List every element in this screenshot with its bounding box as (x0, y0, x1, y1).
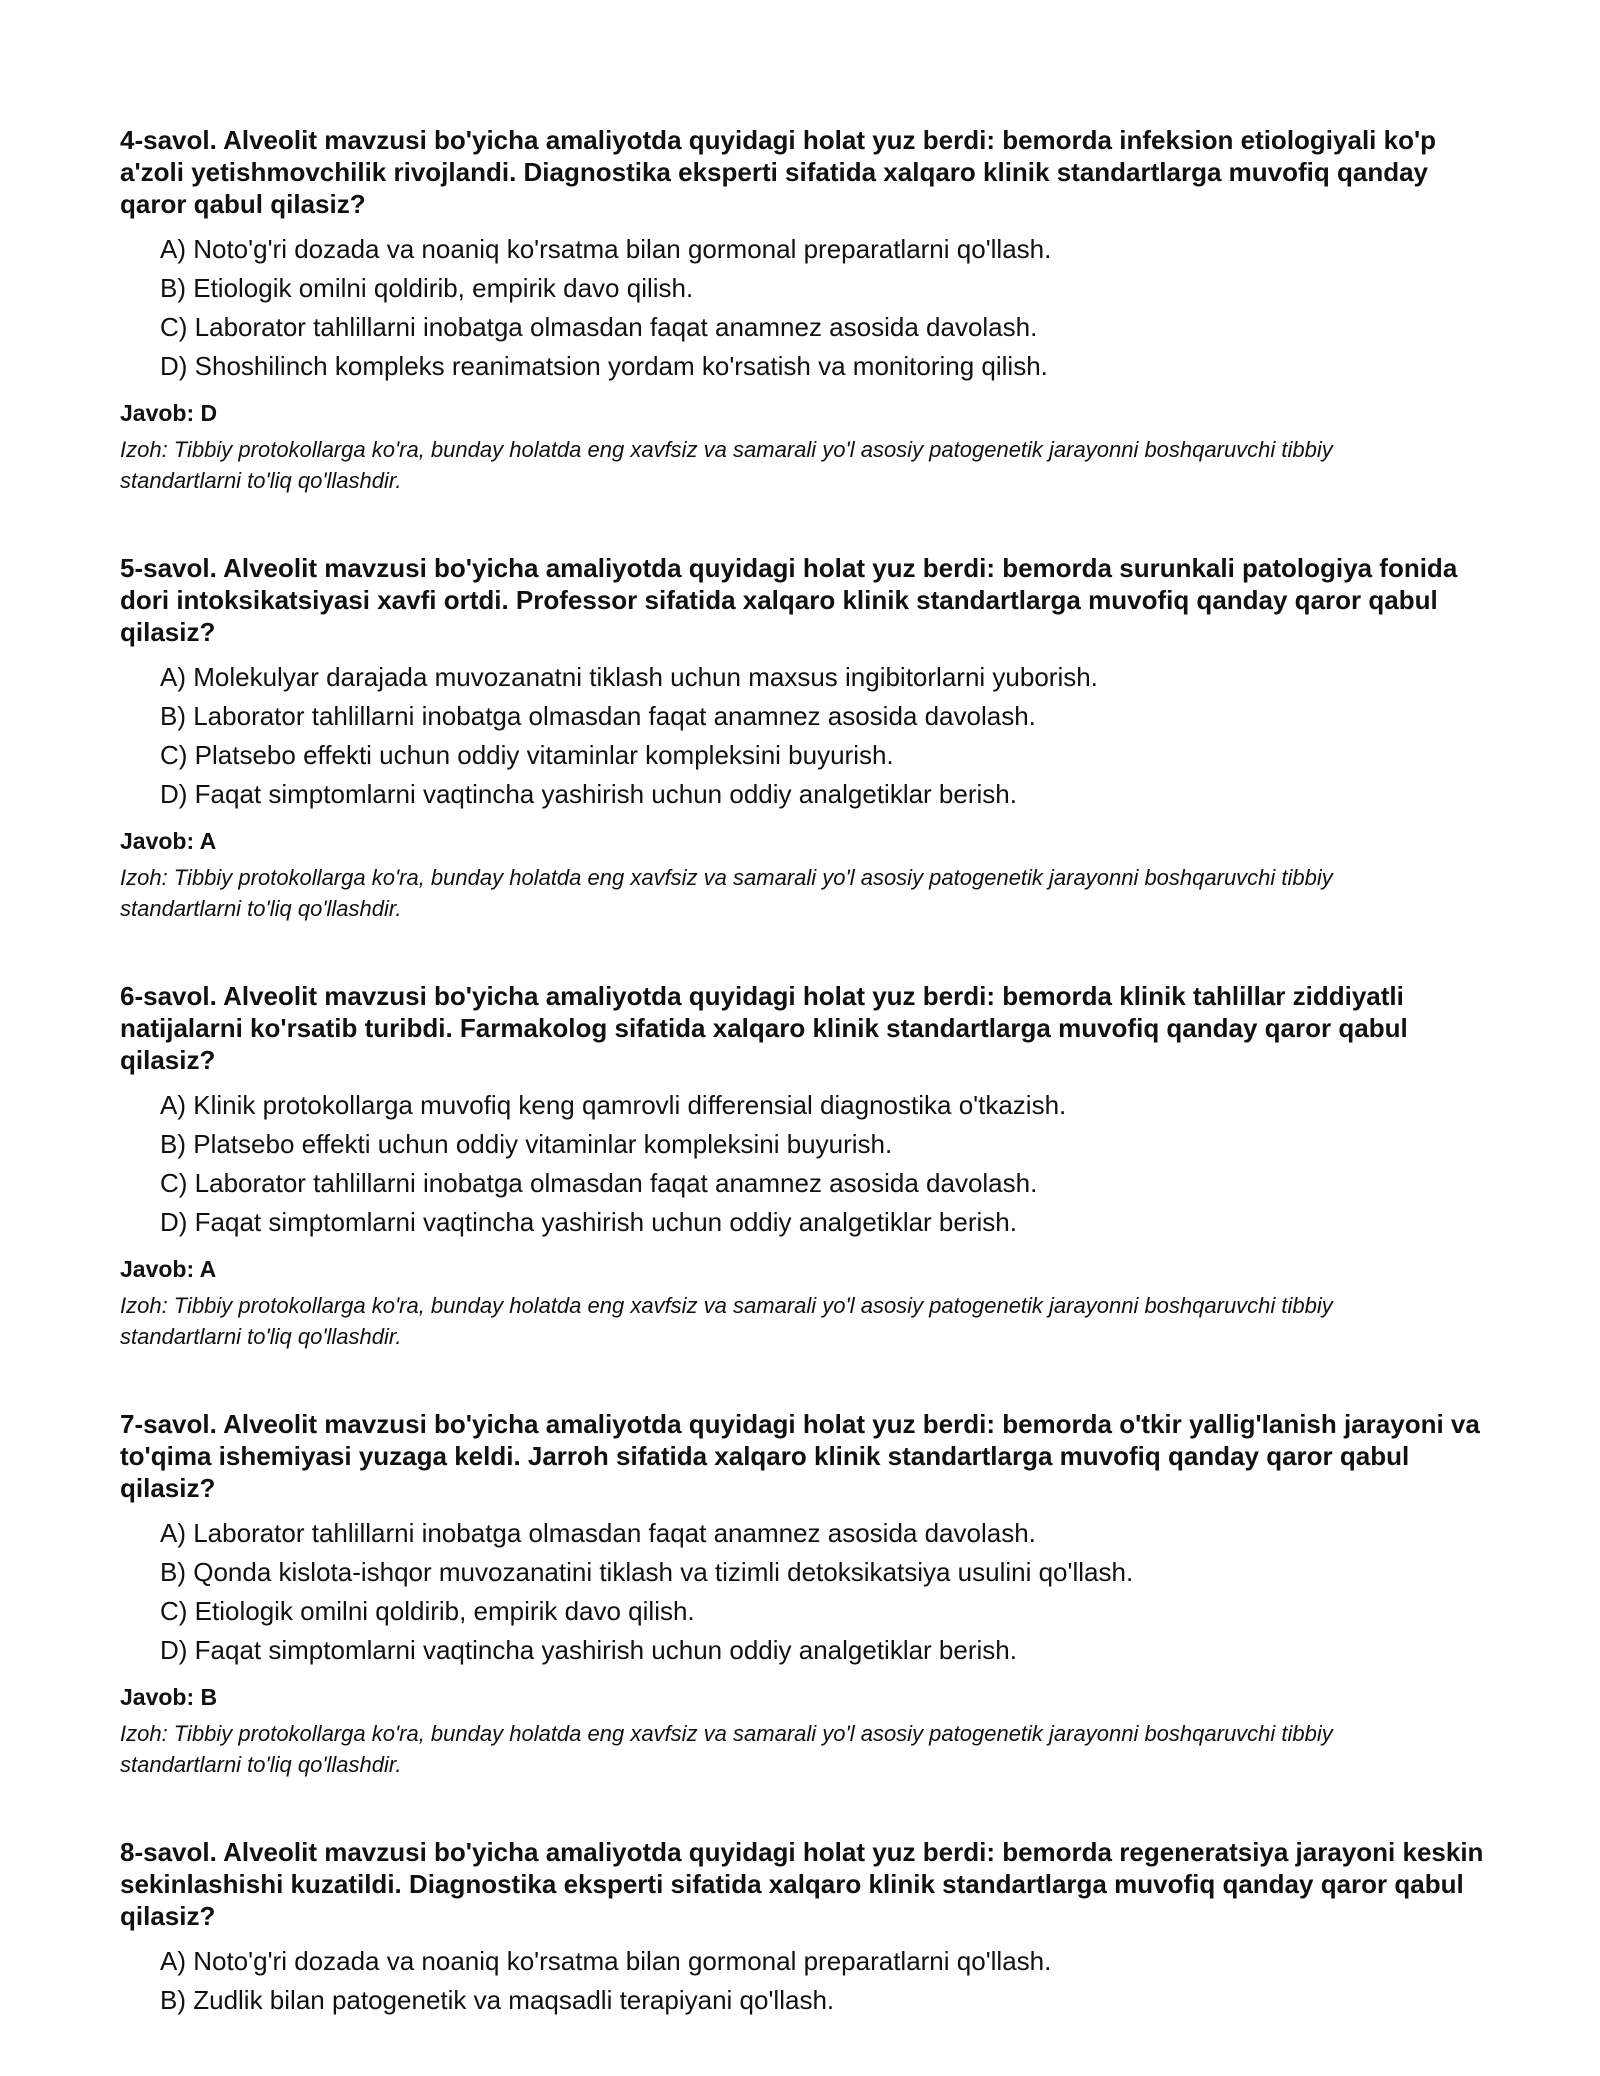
option-b: B) Laborator tahlillarni inobatga olmasdan faqat anamnez asosida davolash. (160, 701, 1036, 731)
option-a: A) Laborator tahlillarni inobatga olmasdan faqat anamnez asosida davolash. (160, 1518, 1036, 1548)
option-d: D) Faqat simptomlarni vaqtincha yashirish uchun oddiy analgetiklar berish. (160, 779, 1017, 809)
answer-key: Javob: B (120, 1684, 218, 1710)
option-b: B) Platsebo effekti uchun oddiy vitaminlar kompleksini buyurish. (160, 1129, 893, 1159)
question-block-5 (120, 552, 1490, 924)
question-block-7 (120, 1408, 1490, 1780)
answer-options (120, 230, 1490, 386)
option-b: B) Qonda kislota-ishqor muvozanatini tiklash va tizimli detoksikatsiya usulini qo'llash. (160, 1557, 1134, 1587)
option-d: D) Shoshilinch kompleks reanimatsion yordam ko'rsatish va monitoring qilish. (160, 351, 1048, 381)
question-block-6 (120, 980, 1490, 1352)
option-c: C) Platsebo effekti uchun oddiy vitaminlar kompleksini buyurish. (160, 740, 894, 770)
option-a: A) Klinik protokollarga muvofiq keng qamrovli differensial diagnostika o'tkazish. (160, 1090, 1067, 1120)
answer-key: Javob: A (120, 828, 217, 854)
question-title: 4-savol. Alveolit mavzusi bo'yicha amaliyotda quyidagi holat yuz berdi: bemorda infeksion etiologiyali ko'p a'zoli yetishmovchilik rivojlandi. Diagnostika eksperti sifatida xalqaro klinik standartlarga muvofiq qanday qaror qabul qilasiz? (120, 125, 1437, 219)
question-title: 5-savol. Alveolit mavzusi bo'yicha amaliyotda quyidagi holat yuz berdi: bemorda surunkali patologiya fonida dori intoksikatsiyasi xavfi ortdi. Professor sifatida xalqaro klinik standartlarga muvofiq qanday qaror qabul qilasiz? (120, 553, 1458, 647)
option-c: C) Laborator tahlillarni inobatga olmasdan faqat anamnez asosida davolash. (160, 312, 1038, 342)
question-block-4 (120, 124, 1490, 496)
question-title: 8-savol. Alveolit mavzusi bo'yicha amaliyotda quyidagi holat yuz berdi: bemorda regeneratsiya jarayoni keskin sekinlashishi kuzatildi. Diagnostika eksperti sifatida xalqaro klinik standartlarga muvofiq qanday qaror qabul qilasiz? (120, 1837, 1484, 1931)
question-block-8 (120, 1836, 1490, 2020)
option-a: A) Molekulyar darajada muvozanatni tiklash uchun maxsus ingibitorlarni yuborish. (160, 662, 1098, 692)
answer-options (120, 1086, 1490, 1242)
option-c: C) Etiologik omilni qoldirib, empirik davo qilish. (160, 1596, 695, 1626)
question-title: 7-savol. Alveolit mavzusi bo'yicha amaliyotda quyidagi holat yuz berdi: bemorda o'tkir yallig'lanish jarayoni va to'qima ishemiyasi yuzaga keldi. Jarroh sifatida xalqaro klinik standartlarga muvofiq qanday qaror qabul qilasiz? (120, 1409, 1480, 1503)
answer-options (120, 658, 1490, 814)
explanation-note: Izoh: Tibbiy protokollarga ko'ra, bunday holatda eng xavfsiz va samarali yo'l asosiy patogenetik jarayonni boshqaruvchi tibbiy standartlarni to'liq qo'llashdir. (120, 1721, 1333, 1777)
option-d: D) Faqat simptomlarni vaqtincha yashirish uchun oddiy analgetiklar berish. (160, 1635, 1017, 1665)
option-a: A) Noto'g'ri dozada va noaniq ko'rsatma bilan gormonal preparatlarni qo'llash. (160, 234, 1052, 264)
option-a: A) Noto'g'ri dozada va noaniq ko'rsatma bilan gormonal preparatlarni qo'llash. (160, 1946, 1052, 1976)
answer-options (120, 1942, 1490, 2020)
answer-key: Javob: D (120, 400, 218, 426)
document-page (120, 124, 1490, 2076)
option-d: D) Faqat simptomlarni vaqtincha yashirish uchun oddiy analgetiklar berish. (160, 1207, 1017, 1237)
option-c: C) Laborator tahlillarni inobatga olmasdan faqat anamnez asosida davolash. (160, 1168, 1038, 1198)
explanation-note: Izoh: Tibbiy protokollarga ko'ra, bunday holatda eng xavfsiz va samarali yo'l asosiy patogenetik jarayonni boshqaruvchi tibbiy standartlarni to'liq qo'llashdir. (120, 865, 1333, 921)
explanation-note: Izoh: Tibbiy protokollarga ko'ra, bunday holatda eng xavfsiz va samarali yo'l asosiy patogenetik jarayonni boshqaruvchi tibbiy standartlarni to'liq qo'llashdir. (120, 1293, 1333, 1349)
answer-key: Javob: A (120, 1256, 217, 1282)
question-title: 6-savol. Alveolit mavzusi bo'yicha amaliyotda quyidagi holat yuz berdi: bemorda klinik tahlillar ziddiyatli natijalarni ko'rsatib turibdi. Farmakolog sifatida xalqaro klinik standartlarga muvofiq qanday qaror qabul qilasiz? (120, 981, 1408, 1075)
answer-options (120, 1514, 1490, 1670)
explanation-note: Izoh: Tibbiy protokollarga ko'ra, bunday holatda eng xavfsiz va samarali yo'l asosiy patogenetik jarayonni boshqaruvchi tibbiy standartlarni to'liq qo'llashdir. (120, 437, 1333, 493)
option-b: B) Etiologik omilni qoldirib, empirik davo qilish. (160, 273, 694, 303)
option-b: B) Zudlik bilan patogenetik va maqsadli terapiyani qo'llash. (160, 1985, 835, 2015)
